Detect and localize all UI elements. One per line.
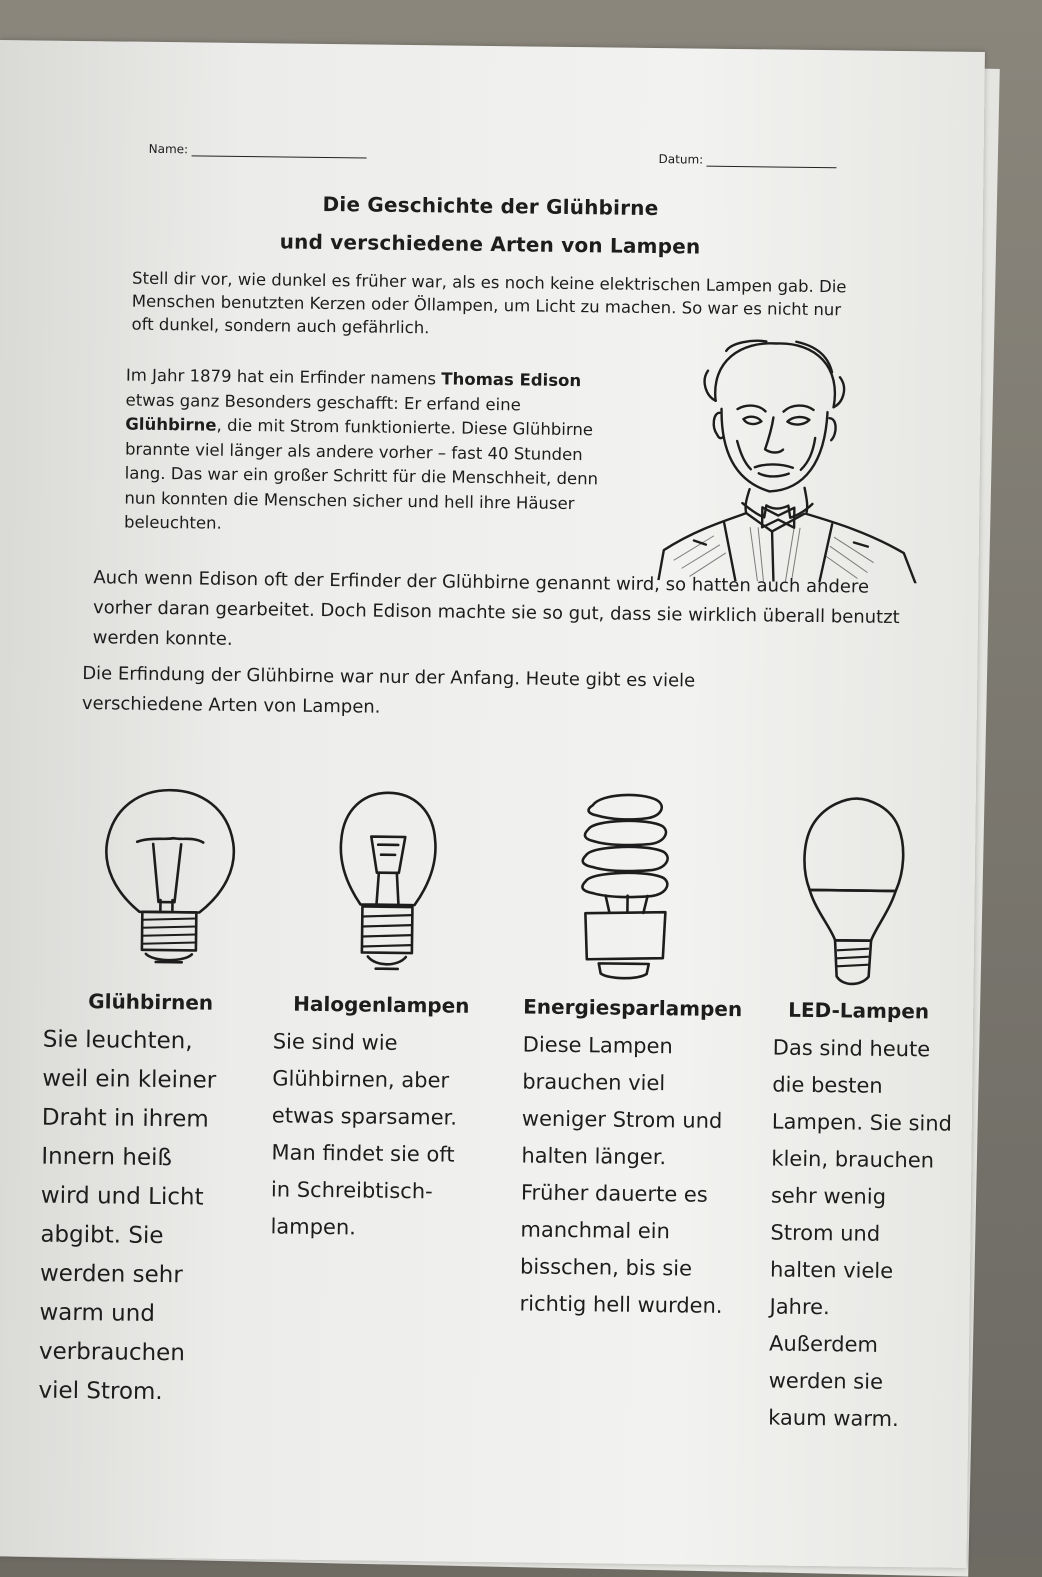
- heading-energiesparlampen: Energiesparlampen: [523, 994, 743, 1022]
- text-energiesparlampen: Diese Lampen brauchen viel weniger Strom und halten länger. Früher dauerte es manchmal ein bisschen, bis sie richtig hell wurden.: [519, 1032, 723, 1318]
- paragraph-types-intro: Die Erfindung der Glühbirne war nur der Anfang. Heute gibt es viele verschiedene Arten von Lampen.: [81, 663, 696, 718]
- invention-name: Glühbirne: [125, 414, 217, 435]
- paragraph-history: Auch wenn Edison oft der Erfinder der Glühbirne genannt wird, so hatten auch andere vorher daran gearbeitet. Doch Edison machte sie so gut, dass sie wirklich überall benutzt werden konnte.: [92, 567, 900, 650]
- intro-paragraph: Stell dir vor, wie dunkel es früher war, als es noch keine elektrischen Lampen gab. Die Menschen benutzten Kerzen oder Öllampen, um Licht zu machen. So war es nicht nur oft dunkel, sondern auch gefährlich.: [131, 268, 847, 338]
- date-label: Datum:: [658, 152, 704, 167]
- led-bulb-icon: [796, 790, 908, 991]
- name-field[interactable]: [149, 142, 367, 159]
- edison-paragraph: Im Jahr 1879 hat ein Erfinder namens Thomas Edison etwas ganz Besonders geschafft: Er erfand eine Glühbirne, die mit Strom funktionierte. Diese Glühbirne brannte viel länger als andere vorher – fast 40 Stunden lang. Das war ein großer Schritt für die Menschheit, denn nun konnten die Menschen sicher und hell ihre Häuser beleuchten.: [124, 365, 599, 533]
- date-line[interactable]: [707, 166, 837, 169]
- halogen-bulb-icon: [332, 784, 444, 975]
- date-field[interactable]: [659, 152, 838, 168]
- text-led-lampen: Das sind heute die besten Lampen. Sie sind klein, brauchen sehr wenig Strom und halten viele Jahre. Außerdem werden sie kaum warm.: [768, 1035, 953, 1432]
- incandescent-bulb-icon: [94, 781, 246, 968]
- page-subtitle: und verschiedene Arten von Lampen: [279, 229, 701, 259]
- text-halogenlampen: Sie sind wie Glühbirnen, aber etwas sparsamer. Man findet sie oft in Schreibtisch- lampen.: [270, 1029, 458, 1240]
- worksheet-page: [0, 40, 985, 1568]
- name-line[interactable]: [192, 155, 367, 158]
- heading-led-lampen: LED-Lampen: [788, 997, 930, 1024]
- energy-saving-bulb-icon: [568, 787, 680, 988]
- heading-gluehbirnen: Glühbirnen: [88, 989, 214, 1015]
- heading-halogenlampen: Halogenlampen: [293, 991, 470, 1018]
- text-gluehbirnen: Sie leuchten, weil ein kleiner Draht in ihrem Innern heiß wird und Licht abgibt. Sie werden sehr warm und verbrauchen viel Strom.: [38, 1026, 217, 1406]
- name-label: Name:: [148, 141, 189, 157]
- edison-portrait-illustration: [653, 330, 926, 583]
- page-title: Die Geschichte der Glühbirne: [322, 191, 659, 221]
- edison-name: Thomas Edison: [441, 369, 582, 391]
